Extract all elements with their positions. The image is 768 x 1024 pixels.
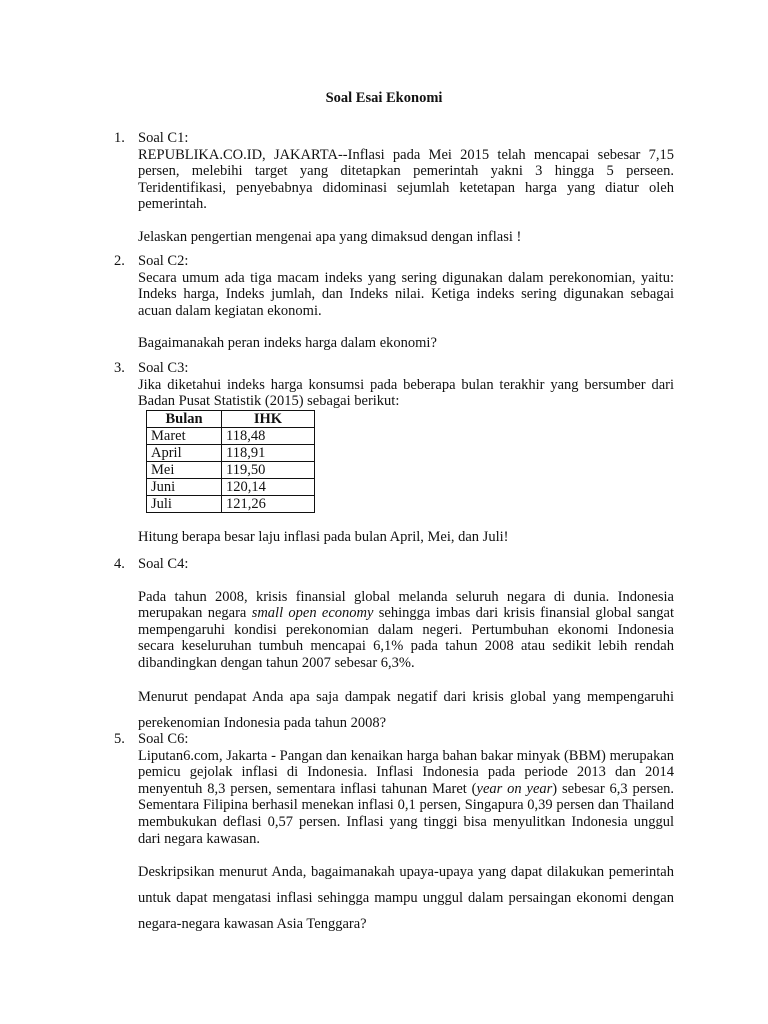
question-item-4 — [116, 556, 674, 736]
question-number: 5. — [114, 731, 125, 747]
emphasis-text: year on year — [476, 780, 553, 797]
question-prompt: Bagaimanakah peran indeks harga dalam ekonomi? — [138, 335, 437, 352]
question-context: Liputan6.com, Jakarta - Pangan dan kenaikan harga bahan bakar minyak (BBM) merupakan pemicu gejolak inflasi di Indonesia. Inflasi Indonesia pada periode 2013 dan 2014 menyentuh 8,3 persen, sementara inflasi tahunan Maret (year on year) sebesar 6,3 persen. Sementara Filipina berhasil menekan inflasi 0,1 persen, Singapura 0,39 persen dan Thailand membukukan deflasi 0,57 persen. Inflasi yang tinggi bisa menyulitkan Indonesia unggul dari negara kawasan. — [138, 747, 675, 847]
ihk-value-cell: 120,14 — [222, 478, 315, 495]
question-context: Jika diketahui indeks harga konsumsi pada beberapa bulan terakhir yang bersumber dari Badan Pusat Statistik (2015) sebagai berikut: — [138, 376, 674, 410]
table-row — [147, 478, 315, 495]
month-cell: April — [147, 444, 222, 461]
emphasis-text: small open economy — [251, 605, 374, 622]
column-header-ihk: IHK — [222, 410, 315, 427]
question-item-1 — [116, 130, 674, 246]
ihk-value-cell: 121,26 — [222, 495, 315, 512]
question-prompt: Deskripsikan menurut Anda, bagaimanakah upaya-upaya yang dapat dilakukan pemerintah untuk dapat mengatasi inflasi sehingga mampu unggul dalam persaingan ekonomi dengan negara-negara kawasan Asia Tenggara? — [138, 864, 674, 933]
ihk-value-cell: 119,50 — [222, 461, 315, 478]
month-cell: Juli — [147, 495, 222, 512]
question-context: Pada tahun 2008, krisis finansial global melanda seluruh negara di dunia. Indonesia merupakan negara small open economy sehingga imbas dari krisis finansial global sangat mempengaruhi kondisi perekonomian dalam negeri. Pertumbuhan ekonomi Indonesia secara keseluruhan tumbuh mencapai 6,1% pada tahun 2008 atau sedikit lebih rendah dibandingkan dengan tahun 2007 sebesar 6,3%. — [138, 588, 674, 671]
table-row — [147, 495, 315, 512]
question-number: 1. — [114, 130, 125, 146]
document-title: Soal Esai Ekonomi — [325, 90, 443, 106]
question-heading: Soal C4: — [138, 556, 189, 572]
ihk-value-cell: 118,91 — [222, 444, 315, 461]
table-row — [147, 461, 315, 478]
month-cell: Mei — [147, 461, 222, 478]
question-item-3 — [116, 360, 674, 545]
question-number: 3. — [114, 360, 125, 376]
question-context: REPUBLIKA.CO.ID, JAKARTA--Inflasi pada Mei 2015 telah mencapai sebesar 7,15 persen, melebihi target yang ditetapkan pemerintah yakni 3 hingga 5 perseen. Teridentifikasi, penyebabnya didominasi sejumlah ketetapan harga yang diatur oleh pemerintah. — [138, 146, 674, 213]
question-item-5 — [116, 731, 674, 937]
question-prompt: Jelaskan pengertian mengenai apa yang dimaksud dengan inflasi ! — [138, 228, 522, 245]
question-prompt: Menurut pendapat Anda apa saja dampak negatif dari krisis global yang mempengaruhi perekenomian Indonesia pada tahun 2008? — [138, 688, 674, 731]
question-heading: Soal C1: — [138, 130, 189, 146]
table-row — [147, 444, 315, 461]
ihk-value-cell: 118,48 — [222, 427, 315, 444]
ihk-table — [146, 410, 315, 513]
month-cell: Juni — [147, 478, 222, 495]
question-context: Secara umum ada tiga macam indeks yang sering digunakan dalam perekonomian, yaitu: Indeks harga, Indeks jumlah, dan Indeks nilai. Ketiga indeks sering digunakan sebagai acuan dalam kegiatan ekonomi. — [138, 269, 674, 319]
question-heading: Soal C6: — [138, 731, 189, 747]
question-heading: Soal C2: — [138, 253, 189, 269]
month-cell: Maret — [147, 427, 222, 444]
table-header-row — [147, 410, 315, 427]
question-number: 2. — [114, 253, 125, 269]
question-item-2 — [116, 253, 674, 352]
question-number: 4. — [114, 556, 125, 572]
table-row — [147, 427, 315, 444]
column-header-bulan: Bulan — [147, 410, 222, 427]
question-prompt: Hitung berapa besar laju inflasi pada bulan April, Mei, dan Juli! — [138, 528, 509, 545]
question-heading: Soal C3: — [138, 360, 189, 376]
